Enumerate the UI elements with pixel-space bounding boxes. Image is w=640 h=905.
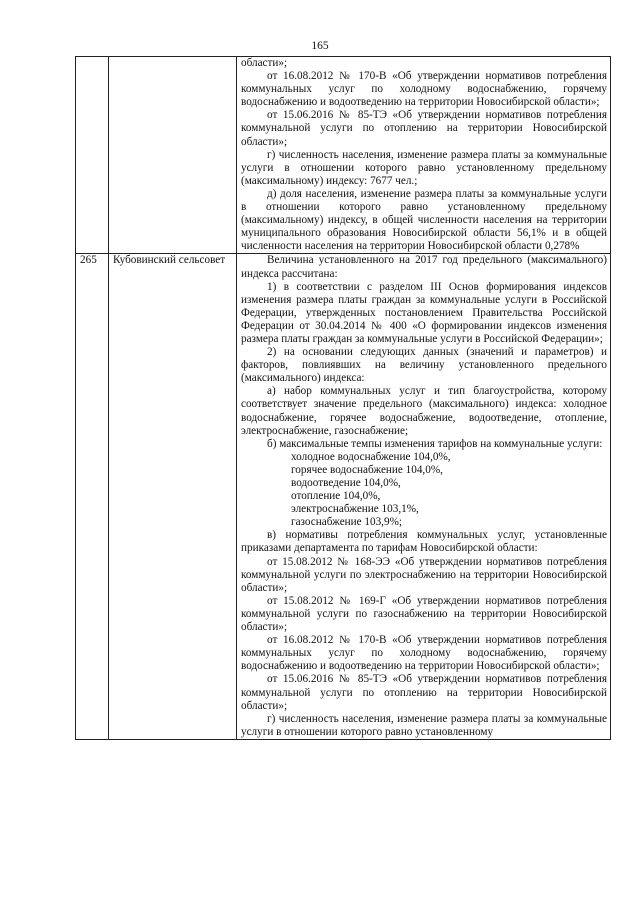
- municipality-name-cell: [109, 57, 237, 254]
- paragraph: д) доля населения, изменение размера платы за коммунальные услуги в отношении которого равно установленному предельному (максимальному) индексу, в общей численности населения на территории муниципального образования Новосибирской области 56,1% и в общей численности населения на территории Новосибирской области 0,278%: [241, 187, 607, 253]
- paragraph: 1) в соответствии с разделом III Основ формирования индексов изменения размера платы граждан за коммунальные услуги в Российской Федерации, утвержденных постановлением Правительства Российской Федерации от 30.04.2014 № 400 «О формировании индексов изменения размера платы граждан за коммунальные услуги в Российской Федерации»;: [241, 280, 607, 345]
- row-number-cell: 265: [76, 254, 109, 739]
- paragraph: Величина установленного на 2017 год предельного (максимального) индекса рассчитана:: [241, 254, 607, 280]
- page-number: 165: [311, 40, 329, 52]
- paragraph: в) нормативы потребления коммунальных услуг, установленные приказами департамента по тарифам Новосибирской области:: [241, 529, 607, 555]
- table-row: [76, 254, 611, 739]
- tariff-item: холодное водоснабжение 104,0%,: [291, 450, 451, 463]
- tariff-item: электроснабжение 103,1%,: [291, 503, 419, 516]
- paragraph: от 15.06.2016 № 85-ТЭ «Об утверждении нормативов потребления коммунальной услуги по отоплению на территории Новосибирской области»;: [241, 109, 607, 148]
- tariff-item: водоотведение 104,0%,: [291, 477, 401, 489]
- paragraph: г) численность населения, изменение размера платы за коммунальные услуги в отношении которого равно установленному: [241, 712, 607, 738]
- paragraph: от 16.08.2012 № 170-В «Об утверждении нормативов потребления коммунальных услуг по холодному водоснабжению, горячему водоснабжению и водоотведению на территории Новосибирской области»;: [241, 634, 607, 673]
- description-cell: [237, 254, 611, 739]
- paragraph: области»;: [241, 57, 288, 69]
- paragraph: г) численность населения, изменение размера платы за коммунальные услуги в отношении которого равно установленному предельному (максимальному) индексу: 7677 чел.;: [241, 148, 607, 187]
- paragraph: 2) на основании следующих данных (значений и параметров) и факторов, повлиявших на величину установленного предельного (максимального) индекса:: [241, 346, 607, 385]
- tariff-item: газоснабжение 103,9%;: [291, 516, 402, 529]
- document-table: [75, 56, 611, 740]
- tariff-item: отопление 104,0%,: [291, 490, 381, 503]
- paragraph: от 16.08.2012 № 170-В «Об утверждении нормативов потребления коммунальных услуг по холодному водоснабжению, горячему водоснабжению и водоотведению на территории Новосибирской области»;: [241, 70, 607, 109]
- paragraph: а) набор коммунальных услуг и тип благоустройства, которому соответствует значение предельного (максимального) индекса: холодное водоснабжение, горячее водоснабжение, водоотведение, отопление, электроснабжение, газоснабжение;: [241, 385, 607, 437]
- row-number-cell: [76, 57, 109, 254]
- paragraph: от 15.06.2016 № 85-ТЭ «Об утверждении нормативов потребления коммунальной услуги по отоплению на территории Новосибирской области»;: [241, 673, 607, 712]
- paragraph: от 15.08.2012 № 168-ЭЭ «Об утверждении нормативов потребления коммунальной услуги по электроснабжению на территории Новосибирской области»;: [241, 555, 607, 594]
- table-row: [76, 57, 611, 254]
- municipality-name-cell: Кубовинский сельсовет: [109, 254, 237, 739]
- tariff-item: горячее водоснабжение 104,0%,: [291, 463, 443, 476]
- paragraph: от 15.08.2012 № 169-Г «Об утверждении нормативов потребления коммунальной услуги по газоснабжению на территории Новосибирской области»;: [241, 594, 607, 634]
- paragraph: б) максимальные темпы изменения тарифов на коммунальные услуги:: [267, 437, 603, 450]
- description-cell: [237, 57, 611, 254]
